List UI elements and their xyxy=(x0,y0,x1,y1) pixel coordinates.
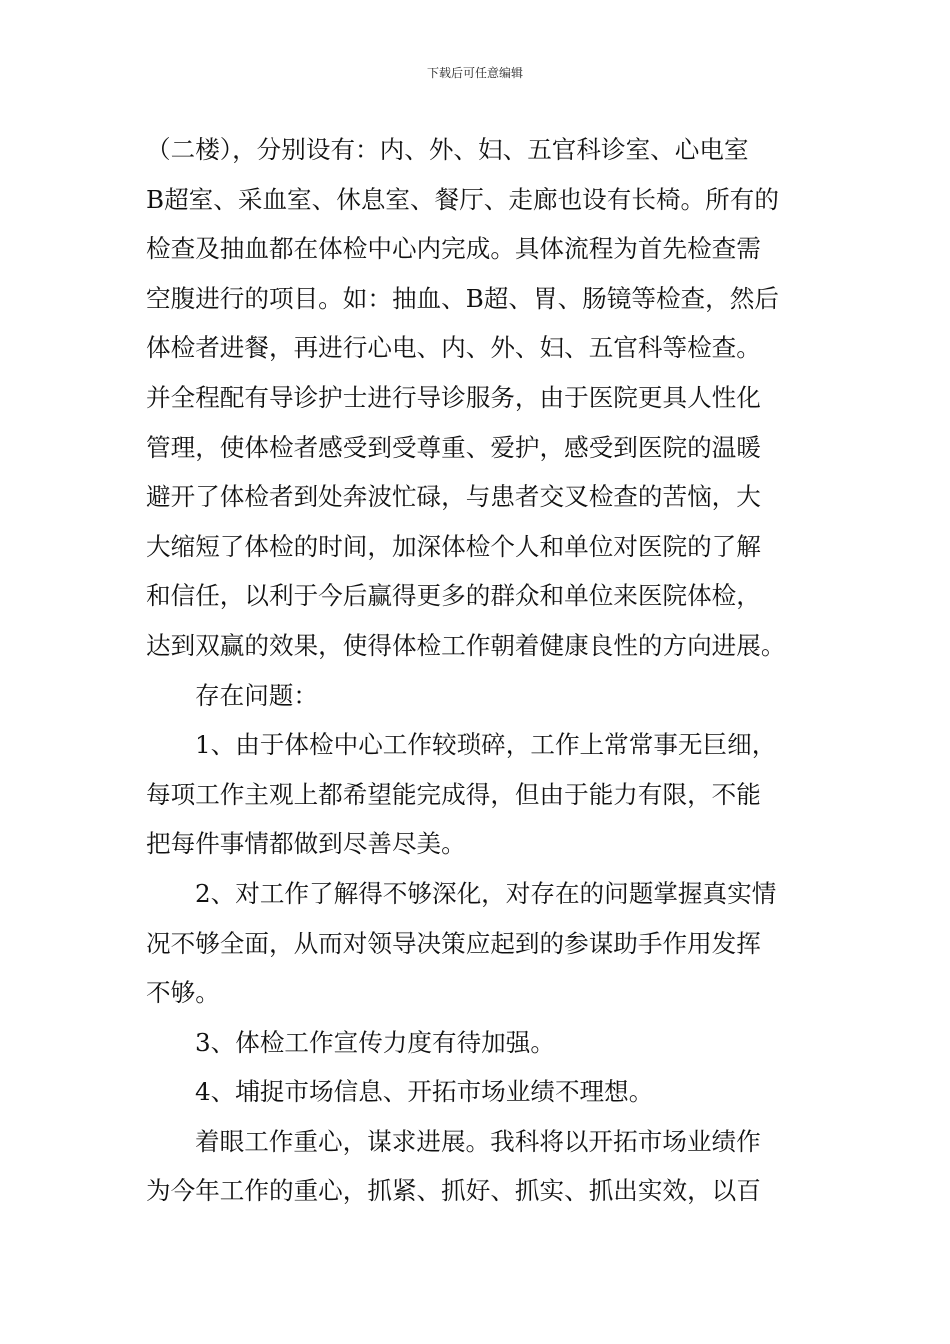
section-heading: 存在问题： xyxy=(195,680,318,710)
text-line: 2、对工作了解得不够深化，对存在的问题掌握真实情 xyxy=(195,878,777,908)
text-line: 3、体检工作宣传力度有待加强。 xyxy=(195,1027,555,1057)
text-line: 着眼工作重心，谋求进展。我科将以开拓市场业绩作 xyxy=(195,1126,761,1156)
text-line: 况不够全面，从而对领导决策应起到的参谋助手作用发挥 xyxy=(146,928,761,958)
text-line: 体检者进餐，再进行心电、内、外、妇、五官科等检查。 xyxy=(146,333,761,363)
text-line: B超室、采血室、休息室、餐厅、走廊也设有长椅。所有的 xyxy=(146,184,779,214)
text-line: 空腹进行的项目。如：抽血、B超、胃、肠镜等检查，然后 xyxy=(146,283,779,313)
text-line: 把每件事情都做到尽善尽美。 xyxy=(146,829,466,859)
text-line: 并全程配有导诊护士进行导诊服务，由于医院更具人性化 xyxy=(146,382,761,412)
document-body xyxy=(146,125,810,1216)
text-line: 不够。 xyxy=(146,978,220,1008)
text-line: 管理，使体检者感受到受尊重、爱护，感受到医院的温暖 xyxy=(146,432,761,462)
text-line: 避开了体检者到处奔波忙碌，与患者交叉检查的苦恼，大 xyxy=(146,482,761,512)
text-line: 4、埔捉市场信息、开拓市场业绩不理想。 xyxy=(195,1077,654,1107)
text-line: 1、由于体检中心工作较琐碎，工作上常常事无巨细， xyxy=(195,730,777,760)
text-line: （二楼），分别设有：内、外、妇、五官科诊室、心电室 xyxy=(146,135,749,164)
text-line: 为今年工作的重心，抓紧、抓好、抓实、抓出实效，以百 xyxy=(146,1176,761,1206)
text-line: 达到双赢的效果，使得体检工作朝着健康良性的方向进展。 xyxy=(146,630,786,660)
page-header: 下载后可任意编辑 xyxy=(426,66,523,80)
text-line: 检查及抽血都在体检中心内完成。具体流程为首先检查需 xyxy=(146,234,761,264)
text-line: 每项工作主观上都希望能完成得，但由于能力有限，不能 xyxy=(146,779,761,809)
text-line: 大缩短了体检的时间，加深体检个人和单位对医院的了解 xyxy=(146,531,761,561)
text-line: 和信任，以利于今后赢得更多的群众和单位来医院体检， xyxy=(146,581,761,611)
